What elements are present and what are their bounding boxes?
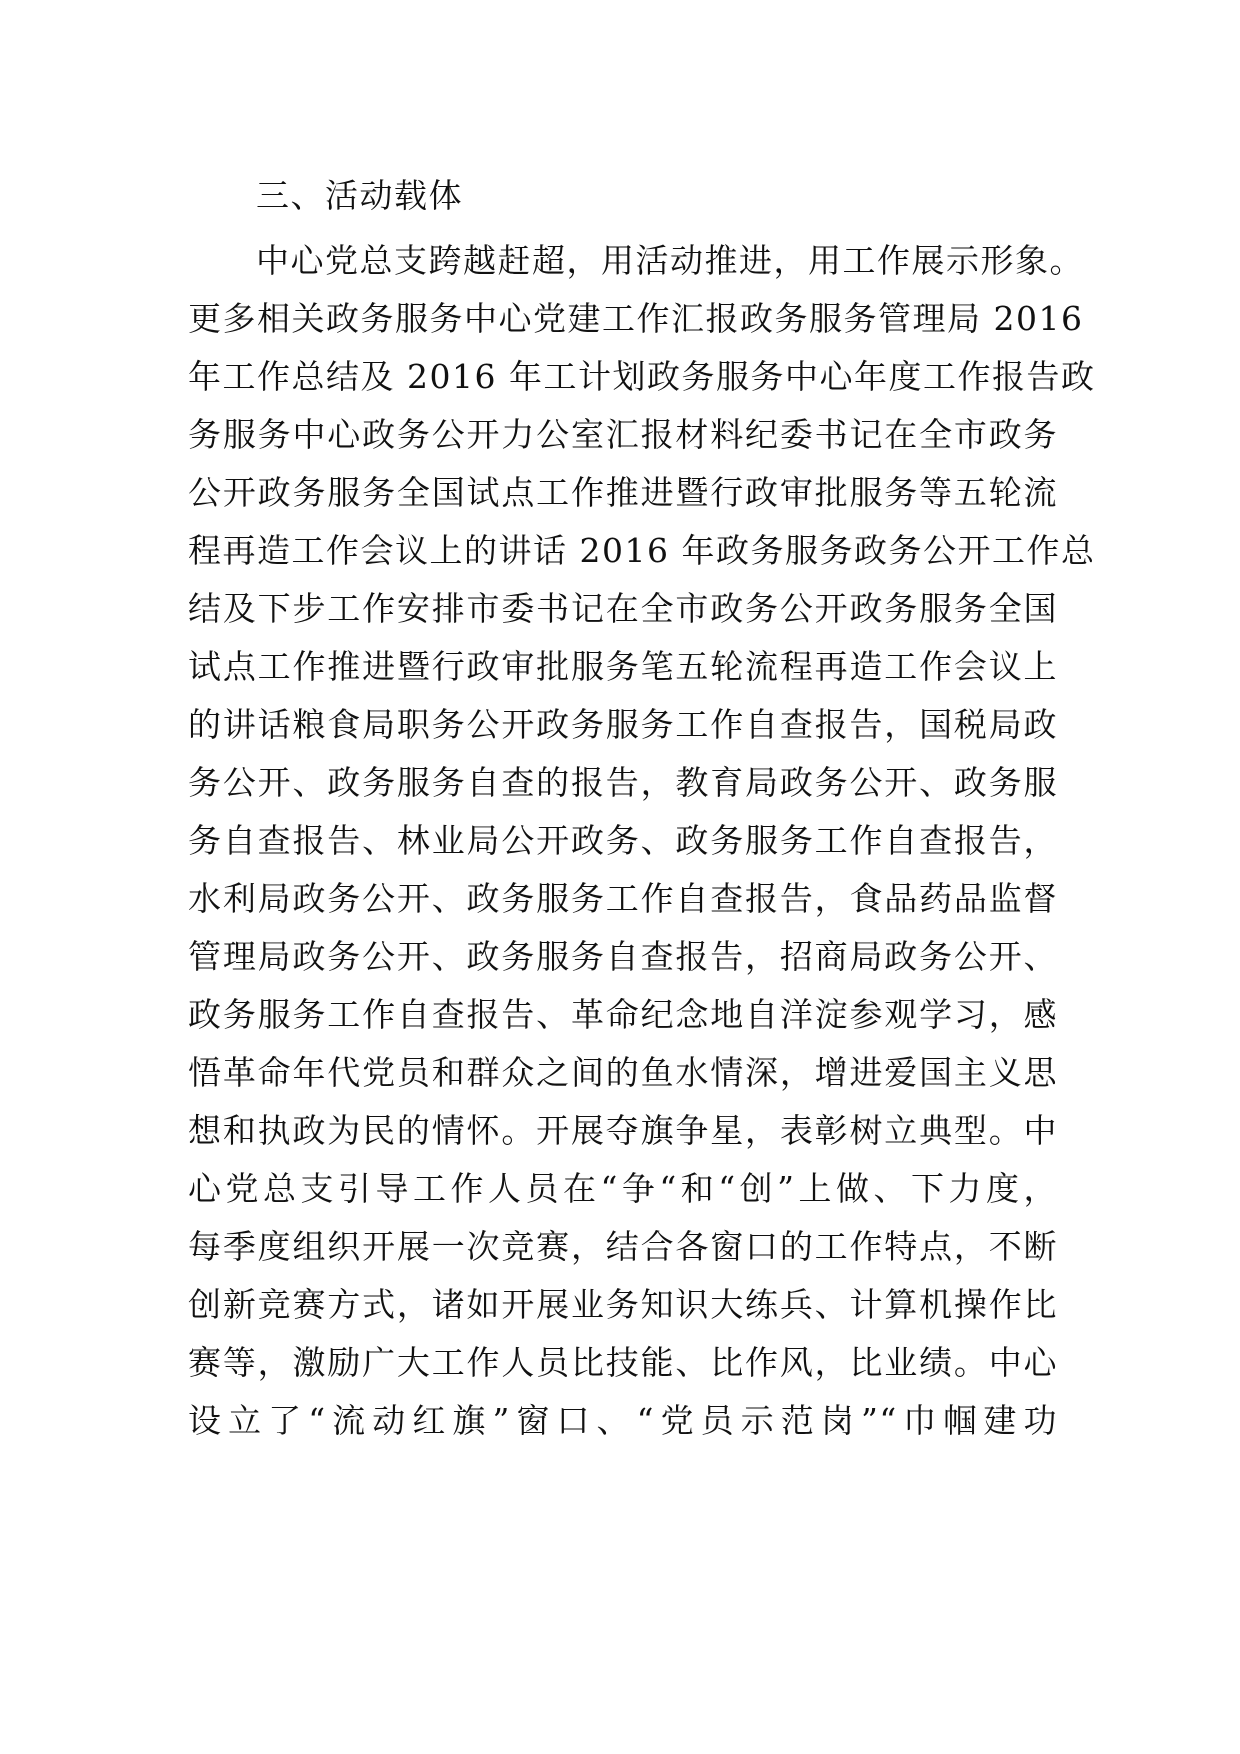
paragraph-line: 试点工作推进暨行政审批服务笔五轮流程再造工作会议上 — [188, 647, 1058, 686]
paragraph-line: 务服务中心政务公开力公室汇报材料纪委书记在全市政务 — [188, 415, 1058, 454]
paragraph-line: 赛等，激励广大工作人员比技能、比作风，比业绩。中心 — [188, 1343, 1058, 1382]
paragraph-line: 悟革命年代党员和群众之间的鱼水情深，增进爱国主义思 — [188, 1053, 1058, 1092]
section-heading: 三、活动载体 — [256, 176, 463, 215]
paragraph-line: 中心党总支跨越赶超，用活动推进，用工作展示形象。 — [256, 241, 1084, 280]
paragraph-line: 的讲话粮食局职务公开政务服务工作自查报告，国税局政 — [188, 705, 1058, 744]
paragraph-line: 水利局政务公开、政务服务工作自查报告，食品药品监督 — [188, 879, 1058, 918]
paragraph-line: 务自查报告、林业局公开政务、政务服务工作自查报告， — [188, 821, 1058, 860]
paragraph-line: 公开政务服务全国试点工作推进暨行政审批服务等五轮流 — [188, 473, 1058, 512]
paragraph-line: 政务服务工作自查报告、革命纪念地自洋淀参观学习，感 — [188, 995, 1058, 1034]
paragraph-line: 更多相关政务服务中心党建工作汇报政务服务管理局 2016 — [188, 299, 1084, 338]
paragraph-line: 每季度组织开展一次竞赛，结合各窗口的工作特点，不断 — [188, 1227, 1058, 1266]
paragraph-line: 程再造工作会议上的讲话 2016 年政务服务政务公开工作总 — [188, 531, 1096, 570]
paragraph-line: 管理局政务公开、政务服务自查报告，招商局政务公开、 — [188, 937, 1058, 976]
paragraph-line: 创新竞赛方式，诸如开展业务知识大练兵、计算机操作比 — [188, 1285, 1058, 1324]
paragraph-line: 想和执政为民的情怀。开展夺旗争星，表彰树立典型。中 — [188, 1111, 1058, 1150]
paragraph-line: 务公开、政务服务自查的报告，教育局政务公开、政务服 — [188, 763, 1058, 802]
paragraph-line: 心党总支引导工作人员在“争“和“创”上做、下力度， — [188, 1169, 1058, 1208]
paragraph-line: 结及下步工作安排市委书记在全市政务公开政务服务全国 — [188, 589, 1058, 628]
paragraph-line: 设立了“流动红旗”窗口、“党员示范岗”“巾帼建功 — [188, 1401, 1058, 1440]
paragraph-line: 年工作总结及 2016 年工计划政务服务中心年度工作报告政 — [188, 357, 1096, 396]
